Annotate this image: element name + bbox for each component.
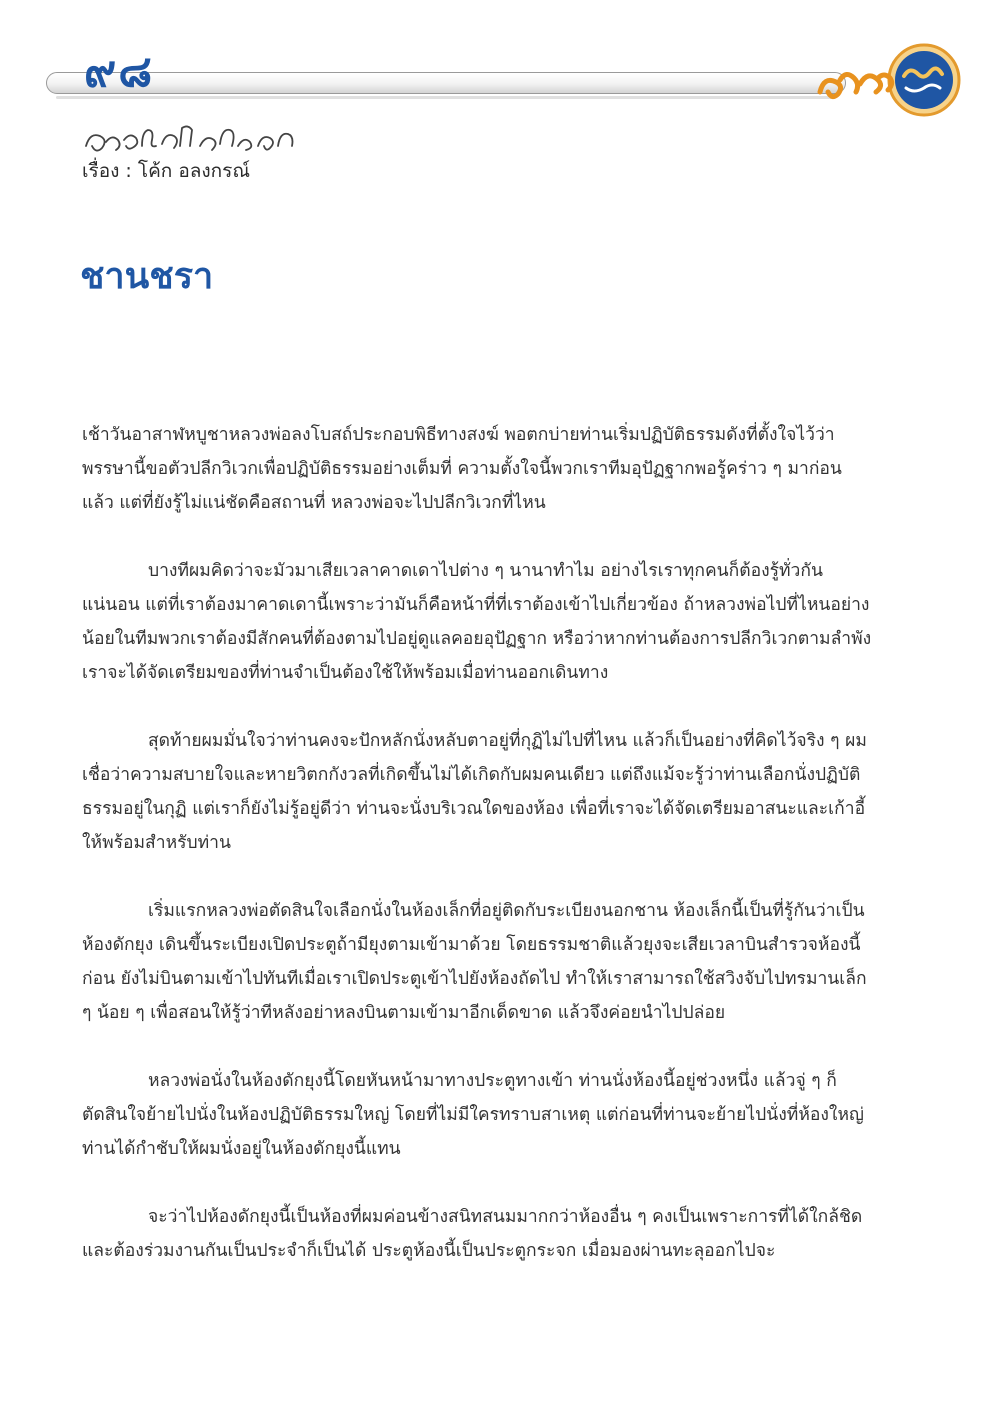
paragraph-4: เริ่มแรกหลวงพ่อตัดสินใจเลือกนั่งในห้องเล็กที่อยู่ติดกับระเบียงนอกชาน ห้องเล็กนี้เป็นที่รู้กันว่าเป็นห้องดักยุง เดินขึ้นระเบียงเปิดประตูถ้ามียุงตามเข้ามาด้วย โดยธรรมชาติแล้วยุงจะเสียเวลาบินสำรวจห้องนี้ก่อน ยังไม่บินตามเข้าไปทันทีเมื่อเราเปิดประตูเข้าไปยังห้องถัดไป ทำให้เราสามารถใช้สวิงจับไปทรมานเล็ก ๆ น้อย ๆ เพื่อสอนให้รู้ว่าทีหลังอย่าหลงบินตามเข้ามาอีกเด็ดขาด แล้วจึงค่อยนำไปปล่อย — [82, 901, 867, 1023]
byline: เรื่อง : โค้ก อลงกรณ์ — [82, 160, 250, 182]
paragraph-3: สุดท้ายผมมั่นใจว่าท่านคงจะปักหลักนั่งหลับตาอยู่ที่กุฏิไม่ไปที่ไหน แล้วก็เป็นอย่างที่คิดไว้จริง ๆ ผมเชื่อว่าความสบายใจและหายวิตกกังวลที่เกิดขึ้นไม่ได้เกิดกับผมคนเดียว แต่ถึงแม้จะรู้ว่าท่านเลือกนั่งปฏิบัติธรรมอยู่ในกุฏิ แต่เราก็ยังไม่รู้อยู่ดีว่า ท่านจะนั่งบริเวณใดของห้อง เพื่อที่เราจะได้จัดเตรียมอาสนะและเก้าอี้ให้พร้อมสำหรับท่าน — [82, 731, 867, 853]
column-label-script — [82, 116, 302, 160]
paragraph-5: หลวงพ่อนั่งในห้องดักยุงนี้โดยหันหน้ามาทางประตูทางเข้า ท่านนั่งห้องนี้อยู่ช่วงหนึ่ง แล้วจู่ ๆ ก็ตัดสินใจย้ายไปนั่งในห้องปฏิบัติธรรมใหญ่ โดยที่ไม่มีใครทราบสาเหตุ แต่ก่อนที่ท่านจะย้ายไปนั่งที่ห้องใหญ่ ท่านได้กำชับให้ผมนั่งอยู่ในห้องดักยุงนี้แทน — [82, 1071, 864, 1159]
header-rule — [46, 72, 846, 94]
paragraph-6: จะว่าไปห้องดักยุงนี้เป็นห้องที่ผมค่อนข้างสนิทสนมมากกว่าห้องอื่น ๆ คงเป็นเพราะการที่ได้ใกล้ชิดและต้องร่วมงานกันเป็นประจำก็เป็นได้ ประตูห้องนี้เป็นประตูกระจก เมื่อมองผ่านทะลุออกไปจะ — [82, 1207, 863, 1261]
article-body — [82, 418, 872, 1302]
page-number: ๙๘ — [84, 46, 155, 97]
magazine-logo — [812, 40, 962, 120]
paragraph-2: บางทีผมคิดว่าจะมัวมาเสียเวลาคาดเดาไปต่าง ๆ นานาทำไม อย่างไรเราทุกคนก็ต้องรู้ทั่วกันแน่นอน แต่ที่เราต้องมาคาดเดานี้เพราะว่ามันก็คือหน้าที่ที่เราต้องเข้าไปเกี่ยวข้อง ถ้าหลวงพ่อไปที่ไหนอย่างน้อยในทีมพวกเราต้องมีสักคนที่ต้องตามไปอยู่ดูแลคอยอุปัฏฐาก หรือว่าหากท่านต้องการปลีกวิเวกตามลำพัง เราจะได้จัดเตรียมของที่ท่านจำเป็นต้องใช้ให้พร้อมเมื่อท่านออกเดินทาง — [82, 561, 872, 683]
header-rule-shadow — [56, 96, 836, 99]
paragraph-1: เช้าวันอาสาฬหบูชาหลวงพ่อลงโบสถ์ประกอบพิธีทางสงฆ์ พอตกบ่ายท่านเริ่มปฏิบัติธรรมดังที่ตั้งใจไว้ว่าพรรษานี้ขอตัวปลีกวิเวกเพื่อปฏิบัติธรรมอย่างเต็มที่ ความตั้งใจนี้พวกเราทีมอุปัฏฐากพอรู้คร่าว ๆ มาก่อนแล้ว แต่ที่ยังรู้ไม่แน่ชัดคือสถานที่ หลวงพ่อจะไปปลีกวิเวกที่ไหน — [82, 425, 842, 513]
article-title: ชานชรา — [80, 256, 214, 297]
